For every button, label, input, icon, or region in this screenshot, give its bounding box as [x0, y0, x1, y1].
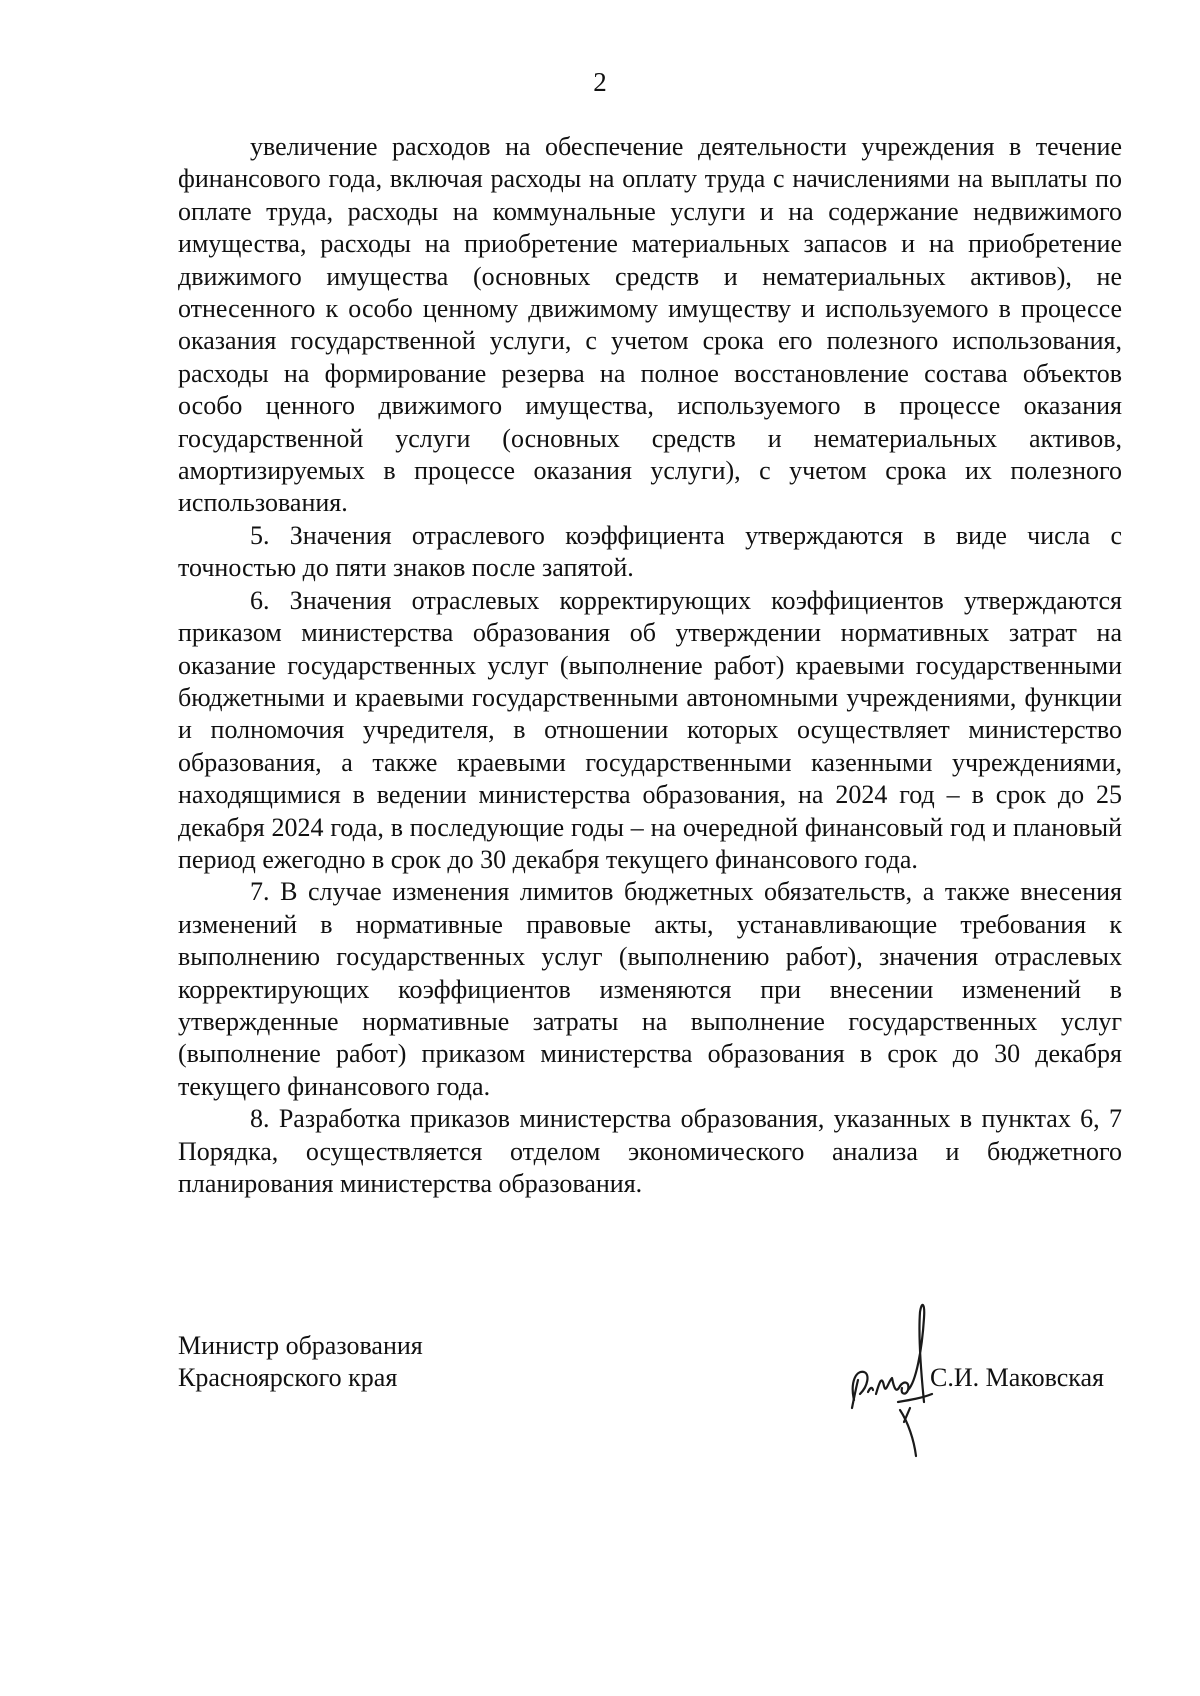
- paragraph-item-5: 5. Значения отраслевого коэффициента утверждаются в виде числа с точностью до пяти знаков после запятой.: [178, 520, 1122, 583]
- signer-name: С.И. Маковская: [930, 1363, 1104, 1392]
- signatory-position-line2: Красноярского края: [178, 1363, 398, 1393]
- paragraph-expenses-continuation: увеличение расходов на обеспечение деятельности учреждения в течение финансового года, включая расходы на оплату труда с начислениями на выплаты по оплате труда, расходы на коммунальные услуги и на содержание недвижимого имущества, расходы на приобретение материальных запасов и на приобретение движимого имущества (основных средств и нематериальных активов), не отнесенного к особо ценному движимому имуществу и используемого в процессе оказания государственной услуги, с учетом срока его полезного использования, расходы на формирование резерва на полное восстановление состава объектов особо ценного движимого имущества, используемого в процессе оказания государственной услуги (основных средств и нематериальных активов, амортизируемых в процессе оказания услуги), с учетом срока их полезного использования.: [178, 132, 1122, 518]
- document-body: [178, 131, 1122, 1200]
- paragraph-item-6: 6. Значения отраслевых корректирующих коэффициентов утверждаются приказом министерства образования об утверждении нормативных затрат на оказание государственных услуг (выполнение работ) краевыми государственными бюджетными и краевыми государственными автономными учреждениями, функции и полномочия учредителя, в отношении которых осуществляет министерство образования, а также краевыми государственными казенными учреждениями, находящимися в ведении министерства образования, на 2024 год – в срок до 25 декабря 2024 года, в последующие годы – на очередной финансовый год и плановый период ежегодно в срок до 30 декабря текущего финансового года.: [178, 585, 1122, 874]
- signatory-position-line1: Министр образования: [178, 1331, 423, 1360]
- signatory-position: [178, 1330, 423, 1395]
- page-number: 2: [593, 67, 607, 97]
- paragraph-item-7: 7. В случае изменения лимитов бюджетных обязательств, а также внесения изменений в нормативные правовые акты, устанавливающие требования к выполнению государственных услуг (выполнению работ), значения отраслевых корректирующих коэффициентов изменяются при внесении изменений в утвержденные нормативные затраты на выполнение государственных услуг (выполнение работ) приказом министерства образования в срок до 30 декабря текущего финансового года.: [178, 877, 1122, 1101]
- paragraph-item-8: 8. Разработка приказов министерства образования, указанных в пунктах 6, 7 Порядка, осуществляется отделом экономического анализа и бюджетного планирования министерства образования.: [178, 1104, 1122, 1198]
